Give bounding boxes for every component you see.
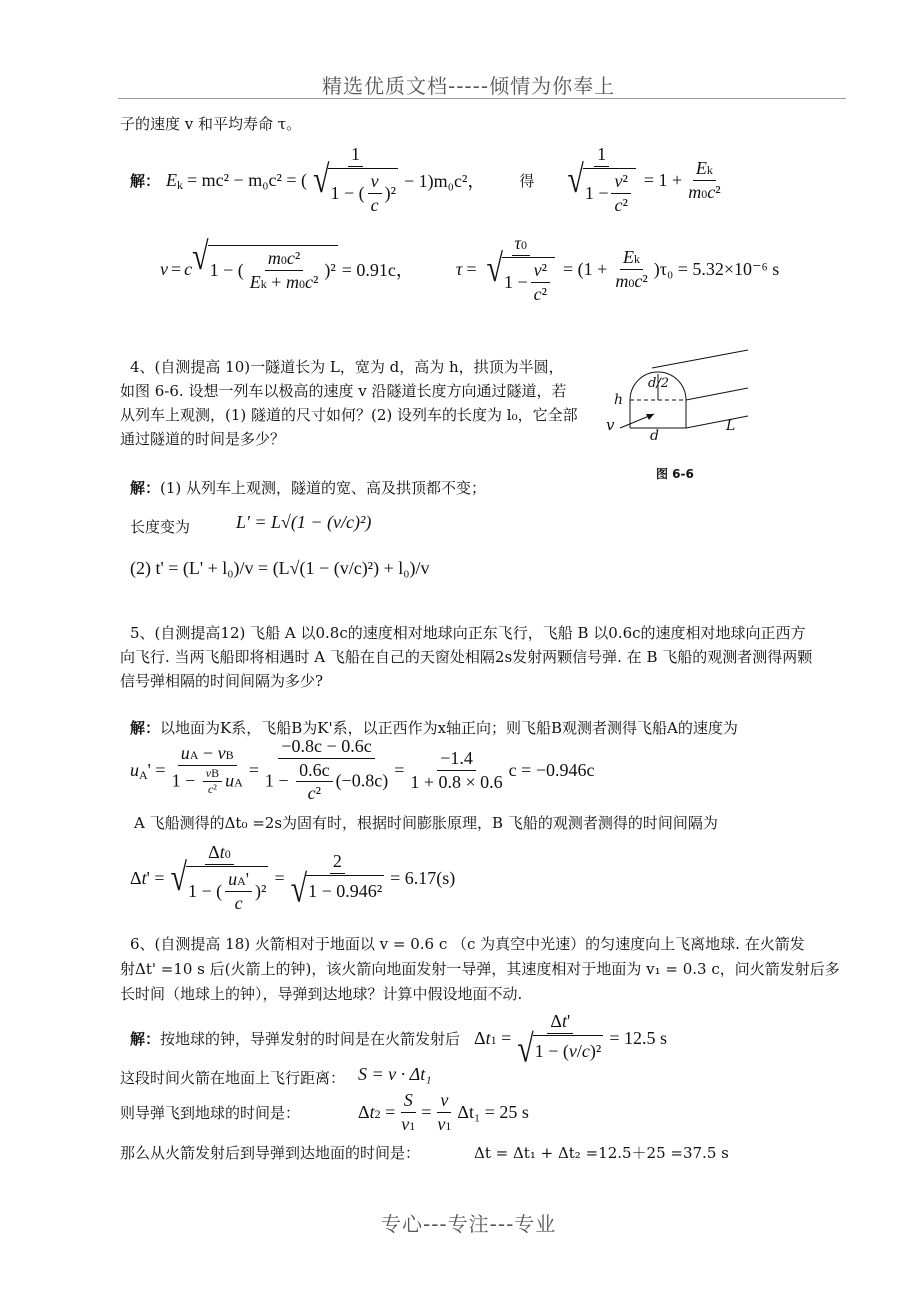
fig-label-L: L [726, 418, 736, 434]
q6-dt1-row: 解： 按地球的钟，导弹发射的时间是在火箭发射后 Δt1 = Δt' √ 1 − ( v / c )² = 12.5 s [130, 1011, 667, 1071]
q4-part2-eq: (2) t' = (L' + l₀)/v = (L√(1 − (v/c)²) + l₀)/v [130, 558, 430, 578]
tunnel-bottom-edge [686, 416, 748, 428]
fig-label-h: h [614, 392, 624, 408]
q6-total-eq: Δt = Δt₁ + Δt₂ =12.5＋25 =37.5 s [474, 1144, 729, 1162]
q3-eq3: v = c √ 1 − ( $\frac{\text{m0c²}}{\text{Ek + m0c²}}$ )² = 0.91c， τ = τ0 √ 1 − $\frac{\text{v²}}{\text{c²}}$ = (1 + $\frac{Ek}{\text{m0c²}}$ ) τ₀ = 5.32×10⁻⁶ s [160, 233, 780, 304]
q3-eq1-mid: = mc² − m₀c² = ( [187, 169, 308, 190]
q6-solution-line1: 按地球的钟，导弹发射的时间是在火箭发射后 [160, 1029, 461, 1048]
q5-solution-line1: 以地面为K系，飞船B为K'系，以正西作为x轴正向；则飞船B观测者测得飞船A的速度为 [160, 719, 738, 737]
q6-dt1-result: = 12.5 s [609, 1027, 667, 1048]
q3-gamma-den: √ 1 − ( $\frac{v}{c}$ )² [313, 158, 397, 215]
q6-total-label: 那么从火箭发射后到导弹到达地面的时间是： [120, 1144, 421, 1162]
q6-solution-label: 解： [130, 1029, 161, 1048]
q3-eq1-end: − 1)m₀c²， [404, 171, 486, 191]
q4-length-eq: L' = L√(1 − (v/c)²) [236, 512, 372, 532]
q3-ek-symbol: E [166, 169, 178, 190]
intro-text: 子的速度 v 和平均寿命 τ。 [120, 115, 302, 133]
q3-tau-fraction: τ0 √ 1 − $\frac{\text{v²}}{\text{c²}}$ [483, 233, 558, 304]
q3-solution-label: 解： [130, 171, 161, 190]
q6-line2: 射Δt' =10 s 后(火箭上的钟)，该火箭向地面发射一导弹，其速度相对于地面为 v₁ = 0.3 c，问火箭发射后多 [120, 960, 840, 978]
q3-gamma-num: 1 [348, 144, 363, 167]
page-header: 精选优质文档-----倾情为你奉上 [322, 74, 616, 98]
q6-time2-result: Δt₁ = 25 s [457, 1101, 529, 1122]
q4-solution-row [130, 477, 486, 498]
q3-tau-result: τ₀ = 5.32×10⁻⁶ s [659, 258, 780, 279]
q6-time2-equation: Δt2 = $\frac{S}{v1}$ = $\frac{v}{v1}$ Δt₁ = 25 s [358, 1089, 529, 1134]
figure-caption: 图 6-6 [656, 467, 694, 481]
q6-distance-label: 这段时间火箭在地面上飞行距离： [120, 1069, 346, 1087]
q4-length-label: 长度变为 [130, 518, 191, 536]
q6-time2-label: 则导弹飞到地球的时间是： [120, 1104, 301, 1122]
q6-line1: 6、(自测提高 18) 火箭相对于地面以 v = 0.6 c （c 为真空中光速）的匀速度向上飞离地球. 在火箭发 [130, 935, 805, 953]
q5-dt-equation: Δt' = Δt0 √ 1 − ( $\frac{uA'}{c}$ )² = 2 √ 1 − 0.946² = 6.17(s) [130, 842, 456, 913]
q4-solution-label: 解： [130, 479, 161, 497]
q4-line2: 如图 6-6. 设想一列车以极高的速度 v 沿隧道长度方向通过隧道，若 [120, 382, 567, 400]
q4-line3: 从列车上观测，(1) 隧道的尺寸如何？(2) 设列车的长度为 l₀，它全部 [120, 406, 578, 424]
q5-line3: 信号弹相隔的时间间隔为多少? [120, 672, 324, 690]
fig-label-d2: d/2 [648, 376, 669, 391]
q4-line4: 通过隧道的时间是多少？ [120, 430, 286, 448]
q5-proper-time-line: A 飞船测得的Δt₀ =2s为固有时，根据时间膨胀原理，B 飞船的观测者测得的时间间隔为 [134, 814, 718, 832]
page-footer: 专心---专注---专业 [381, 1212, 557, 1236]
tunnel-top-edge [652, 350, 748, 368]
q5-ua-result: c = −0.946c [508, 759, 595, 780]
q5-solution-row [130, 717, 738, 738]
q4-line1: 4、(自测提高 10)一隧道长为 L，宽为 d，高为 h，拱顶为半圆， [130, 358, 564, 376]
q3-gamma-fraction [310, 144, 401, 215]
header-rule [118, 98, 846, 99]
q6-distance-eq: S = v · Δt₁ [358, 1064, 432, 1084]
q3-get-label: 得 [519, 173, 535, 190]
q5-dt-result: = 6.17(s) [390, 867, 456, 888]
fig-label-v: v [606, 416, 615, 434]
q3-eq1: 解： E k = mc² − m₀c² = ( 1 √ 1 − ( $\frac{v}{c}$ )² − 1)m₀c²， 得 1 √ 1 − $\frac{\text{v²}}{\text{c²}}$ = 1 + $\frac{Ek}{\text{m0c²}}$ [130, 140, 727, 220]
q5-line2: 向飞行. 当两飞船即将相遇时 A 飞船在自己的天窗处相隔2s发射两颗信号弹. 在 B 飞船的观测者测得两颗 [120, 648, 813, 666]
q5-line1: 5、(自测提高12) 飞船 A 以0.8c的速度相对地球向正东飞行，飞船 B 以0.6c的速度相对地球向正西方 [130, 624, 806, 642]
tunnel-mid-edge [686, 388, 748, 400]
q3-eq2-rhs: $\frac{Ek}{\text{m0c²}}$ [688, 157, 721, 202]
q6-line3: 长时间（地球上的钟），导弹到达地球？计算中假设地面不动. [120, 985, 523, 1003]
q3-v-result: = 0.91c， [341, 260, 414, 280]
q4-solution-line1: (1) 从列车上观测，隧道的宽、高及拱顶都不变； [160, 479, 487, 497]
q5-solution-label: 解： [130, 719, 161, 737]
q3-ek-sub: k [177, 177, 184, 192]
q5-ua-equation: u A ' = uA − vB 1 − $\frac{vB}{\text{c²}}$ uA = −0.8c − 0.6c 1 − $\frac{0.6c}{\text{c²}}$ (−0.8c) = $\frac{-1.4}{1 + 0.8 \times 0.6}$ c = −0.946c [130, 735, 595, 804]
fig-label-d: d [650, 428, 659, 444]
q3-eq2-lhs: 1 √ 1 − $\frac{\text{v²}}{\text{c²}}$ [564, 144, 639, 215]
